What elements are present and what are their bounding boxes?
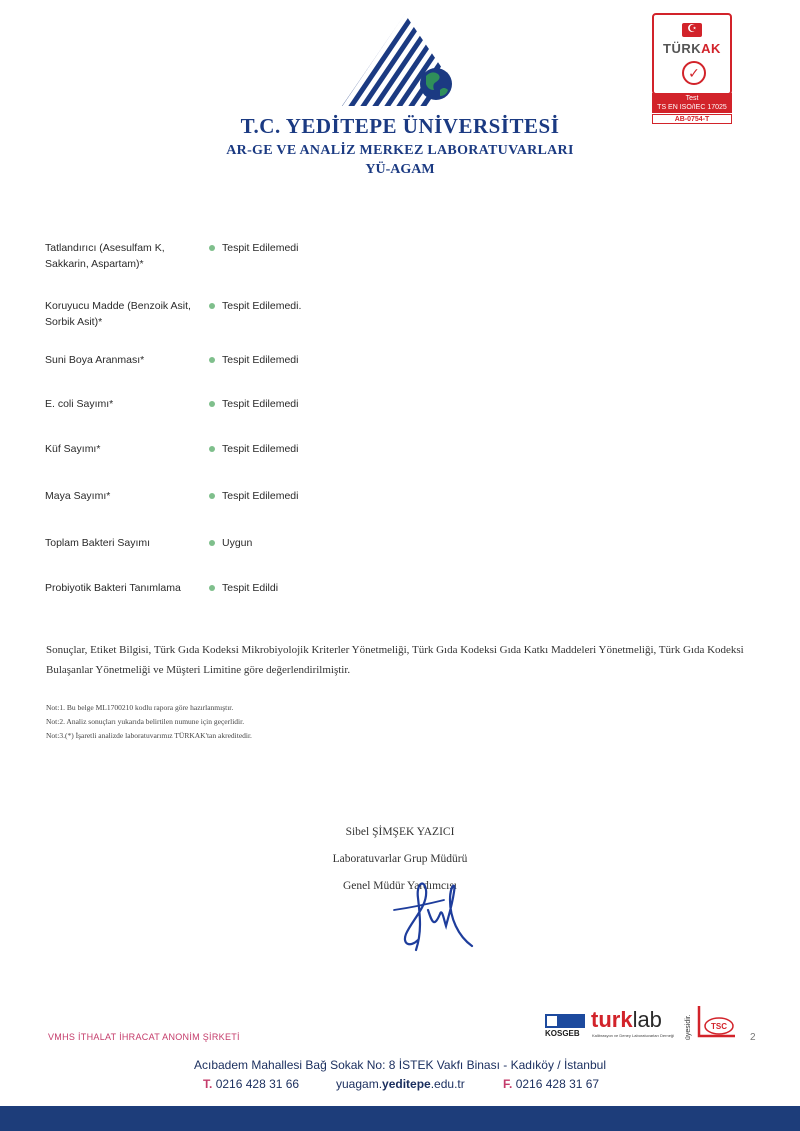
result-value: Uygun — [222, 537, 253, 549]
kosgeb-logo: KOSGEB — [545, 1014, 585, 1038]
footer-address: Acıbadem Mahallesi Bağ Sokak No: 8 İSTEK Vakfı Binası - Kadıköy / İstanbul — [194, 1058, 606, 1072]
result-value: Tespit Edilemedi. — [222, 300, 302, 312]
result-value: Tespit Edilemedi — [222, 443, 299, 455]
handwritten-signature — [388, 870, 488, 954]
result-value: Tespit Edilemedi — [222, 398, 299, 410]
checkmark-icon: ✓ — [682, 61, 706, 85]
conclusion-paragraph: Sonuçlar, Etiket Bilgisi, Türk Gıda Kodeksi Mikrobiyolojik Kriterler Yönetmeliği, Türk Gıda Kodeksi Gıda Katkı Maddeleri Yönetmeliği, Türk Gıda Kodeksi Bulaşanlar Yönetmeliği ve Müşteri Limitine göre değerlendirilmiştir. — [46, 644, 744, 676]
footer-logos — [545, 1004, 745, 1044]
signatory-title-2: Genel Müdür Yardımcısı — [342, 880, 458, 892]
signatory-name: Sibel ŞİMŞEK YAZICI — [345, 826, 455, 838]
footer-bar — [0, 1106, 800, 1131]
university-logo — [340, 12, 470, 108]
bullet-icon — [209, 303, 215, 309]
turkak-standard: Test TS EN ISO/IEC 17025 — [652, 93, 732, 113]
parameter-label: Tatlandırıcı (Asesulfam K, Sakkarin, Aspartam)* — [45, 242, 165, 270]
turkak-accreditation-badge — [652, 13, 730, 123]
laboratory-title: AR-GE VE ANALİZ MERKEZ LABORATUVARLARI — [226, 143, 574, 158]
parameter-label: Maya Sayımı* — [45, 490, 111, 502]
parameter-label: Probiyotik Bakteri Tanımlama — [45, 582, 181, 594]
turkak-code: AB-0754-T — [652, 114, 732, 124]
bullet-icon — [209, 401, 215, 407]
parameter-label: Suni Boya Aranması* — [45, 354, 145, 366]
university-title: T.C. YEDİTEPE ÜNİVERSİTESİ — [240, 114, 560, 138]
result-value: Tespit Edilemedi — [222, 354, 299, 366]
result-value: Tespit Edilemedi — [222, 242, 299, 254]
footer-website[interactable]: yuagam.yeditepe.edu.tr — [336, 1077, 465, 1091]
footer-fax: F. 0216 428 31 67 — [503, 1077, 600, 1091]
bullet-icon — [209, 540, 215, 546]
signatory-title: Laboratuvarlar Grup Müdürü — [332, 853, 468, 865]
parameter-label: E. coli Sayımı* — [45, 398, 114, 410]
note-item: Not:3.(*) İşaretli analizde laboratuvarımız TÜRKAK'tan akreditedir. — [46, 731, 252, 740]
svg-text:TSC: TSC — [711, 1022, 727, 1031]
turkak-name: TÜRKAK — [663, 41, 721, 56]
crescent-star-icon: ☪ — [682, 23, 702, 37]
parameter-label: Küf Sayımı* — [45, 443, 101, 455]
parameter-label: Koruyucu Madde (Benzoik Asit, Sorbik Asit)* — [45, 300, 191, 328]
result-value: Tespit Edilemedi — [222, 490, 299, 502]
footer-phone: T. 0216 428 31 66 — [203, 1077, 300, 1091]
bullet-icon — [209, 245, 215, 251]
company-name: VMHS İTHALAT İHRACAT ANONİM ŞİRKETİ — [48, 1032, 240, 1042]
membership-label: üyesidir. — [685, 1014, 692, 1040]
laboratory-abbreviation: YÜ-AGAM — [365, 162, 435, 177]
turklab-subtitle: Kalibrasyon ve Deney Laboratuvarları Derneği — [592, 1033, 675, 1038]
parameter-label: Toplam Bakteri Sayımı — [45, 537, 151, 549]
bullet-icon — [209, 585, 215, 591]
turklab-logo: turklab — [591, 1007, 662, 1032]
bullet-icon — [209, 493, 215, 499]
result-value: Tespit Edildi — [222, 582, 279, 594]
bullet-icon — [209, 446, 215, 452]
bullet-icon — [209, 357, 215, 363]
page-number: 2 — [750, 1032, 756, 1043]
note-item: Not:1. Bu belge ML1700210 kodlu rapora göre hazırlanmıştır. — [46, 703, 234, 712]
note-item: Not:2. Analiz sonuçları yukarıda belirtilen numune için geçerlidir. — [46, 717, 245, 726]
tsc-logo — [695, 1004, 737, 1038]
